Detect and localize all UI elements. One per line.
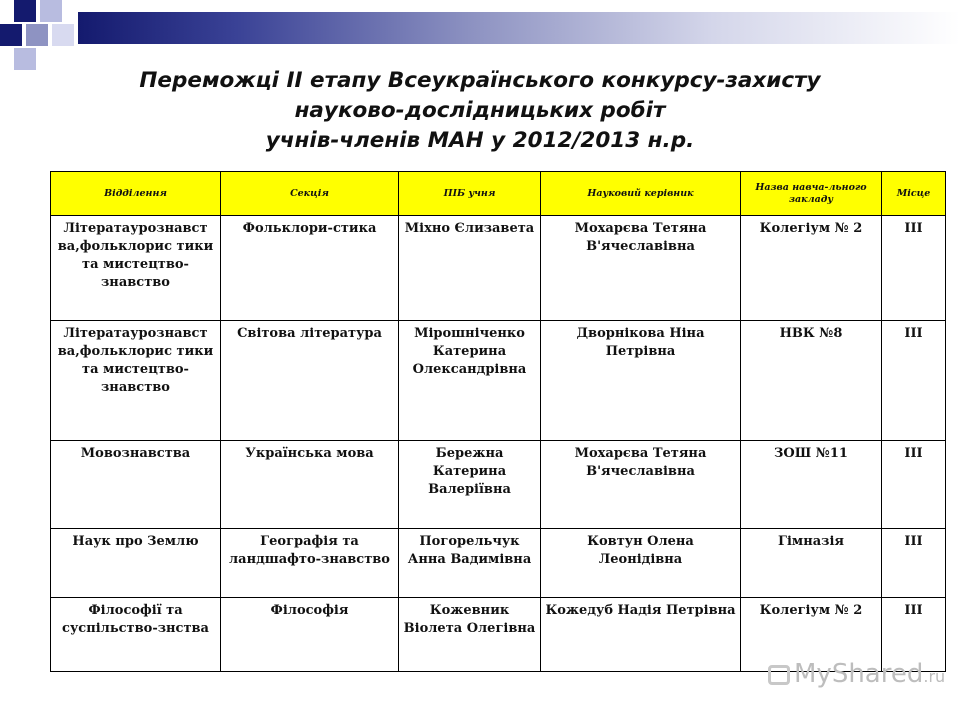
cell-section: Українська мова bbox=[221, 441, 399, 529]
cell-supervisor: Ковтун Олена Леонідівна bbox=[541, 529, 741, 598]
table-header-row bbox=[51, 172, 946, 216]
cell-section: Філософія bbox=[221, 598, 399, 672]
header-gradient-bar bbox=[78, 12, 960, 44]
table-row bbox=[51, 441, 946, 529]
corner-square-2 bbox=[40, 0, 62, 22]
cell-school: НВК №8 bbox=[741, 321, 882, 441]
header-student-name: ПІБ учня bbox=[399, 172, 541, 216]
cell-department: Наук про Землю bbox=[51, 529, 221, 598]
slide-title bbox=[40, 66, 920, 156]
header-department: Відділення bbox=[51, 172, 221, 216]
cell-student: Мірошніченко Катерина Олександрівна bbox=[399, 321, 541, 441]
cell-department: Мовознавства bbox=[51, 441, 221, 529]
cell-place: ІІІ bbox=[882, 529, 946, 598]
cell-place: ІІІ bbox=[882, 321, 946, 441]
myshared-logo-icon bbox=[768, 665, 790, 685]
cell-section: Світова література bbox=[221, 321, 399, 441]
cell-section: Фольклори-стика bbox=[221, 216, 399, 321]
header-section: Секція bbox=[221, 172, 399, 216]
cell-place: ІІІ bbox=[882, 441, 946, 529]
cell-supervisor: Мохарєва Тетяна В'ячеславівна bbox=[541, 441, 741, 529]
corner-square-3 bbox=[0, 24, 22, 46]
cell-supervisor: Мохарєва Тетяна В'ячеславівна bbox=[541, 216, 741, 321]
corner-square-5 bbox=[52, 24, 74, 46]
cell-school: Колегіум № 2 bbox=[741, 216, 882, 321]
cell-place: ІІІ bbox=[882, 216, 946, 321]
header-school: Назва навча-льного закладу bbox=[741, 172, 882, 216]
cell-student: Погорельчук Анна Вадимівна bbox=[399, 529, 541, 598]
cell-student: Кожевник Віолета Олегівна bbox=[399, 598, 541, 672]
cell-school: ЗОШ №11 bbox=[741, 441, 882, 529]
cell-place: ІІІ bbox=[882, 598, 946, 672]
cell-supervisor: Кожедуб Надія Петрівна bbox=[541, 598, 741, 672]
watermark-suffix: .ru bbox=[923, 667, 946, 686]
header-supervisor: Науковий керівник bbox=[541, 172, 741, 216]
cell-supervisor: Дворнікова Ніна Петрівна bbox=[541, 321, 741, 441]
corner-square-4 bbox=[26, 24, 48, 46]
cell-student: Міхно Єлизавета bbox=[399, 216, 541, 321]
cell-department: Літератаурознавст ва,фольклорис тики та мистецтво-знавство bbox=[51, 321, 221, 441]
title-line-3: учнів-членів МАН у 2012/2013 н.р. bbox=[265, 128, 695, 153]
winners-table bbox=[50, 171, 946, 672]
corner-square-1 bbox=[14, 0, 36, 22]
title-line-2: науково-дослідницьких робіт bbox=[294, 98, 666, 123]
watermark bbox=[768, 660, 945, 691]
cell-school: Колегіум № 2 bbox=[741, 598, 882, 672]
cell-student: Бережна Катерина Валеріївна bbox=[399, 441, 541, 529]
cell-department: Філософії та суспільство-знства bbox=[51, 598, 221, 672]
title-line-1: Переможці ІІ етапу Всеукраїнського конкурсу-захисту bbox=[139, 68, 821, 93]
header-place: Місце bbox=[882, 172, 946, 216]
table-row bbox=[51, 216, 946, 321]
cell-school: Гімназія bbox=[741, 529, 882, 598]
corner-square-6 bbox=[14, 48, 36, 70]
table-row bbox=[51, 529, 946, 598]
cell-section: Географія та ландшафто-знавство bbox=[221, 529, 399, 598]
table-row bbox=[51, 321, 946, 441]
watermark-text: MyShared bbox=[794, 659, 924, 689]
cell-department: Літератаурознавст ва,фольклорис тики та мистецтво-знавство bbox=[51, 216, 221, 321]
